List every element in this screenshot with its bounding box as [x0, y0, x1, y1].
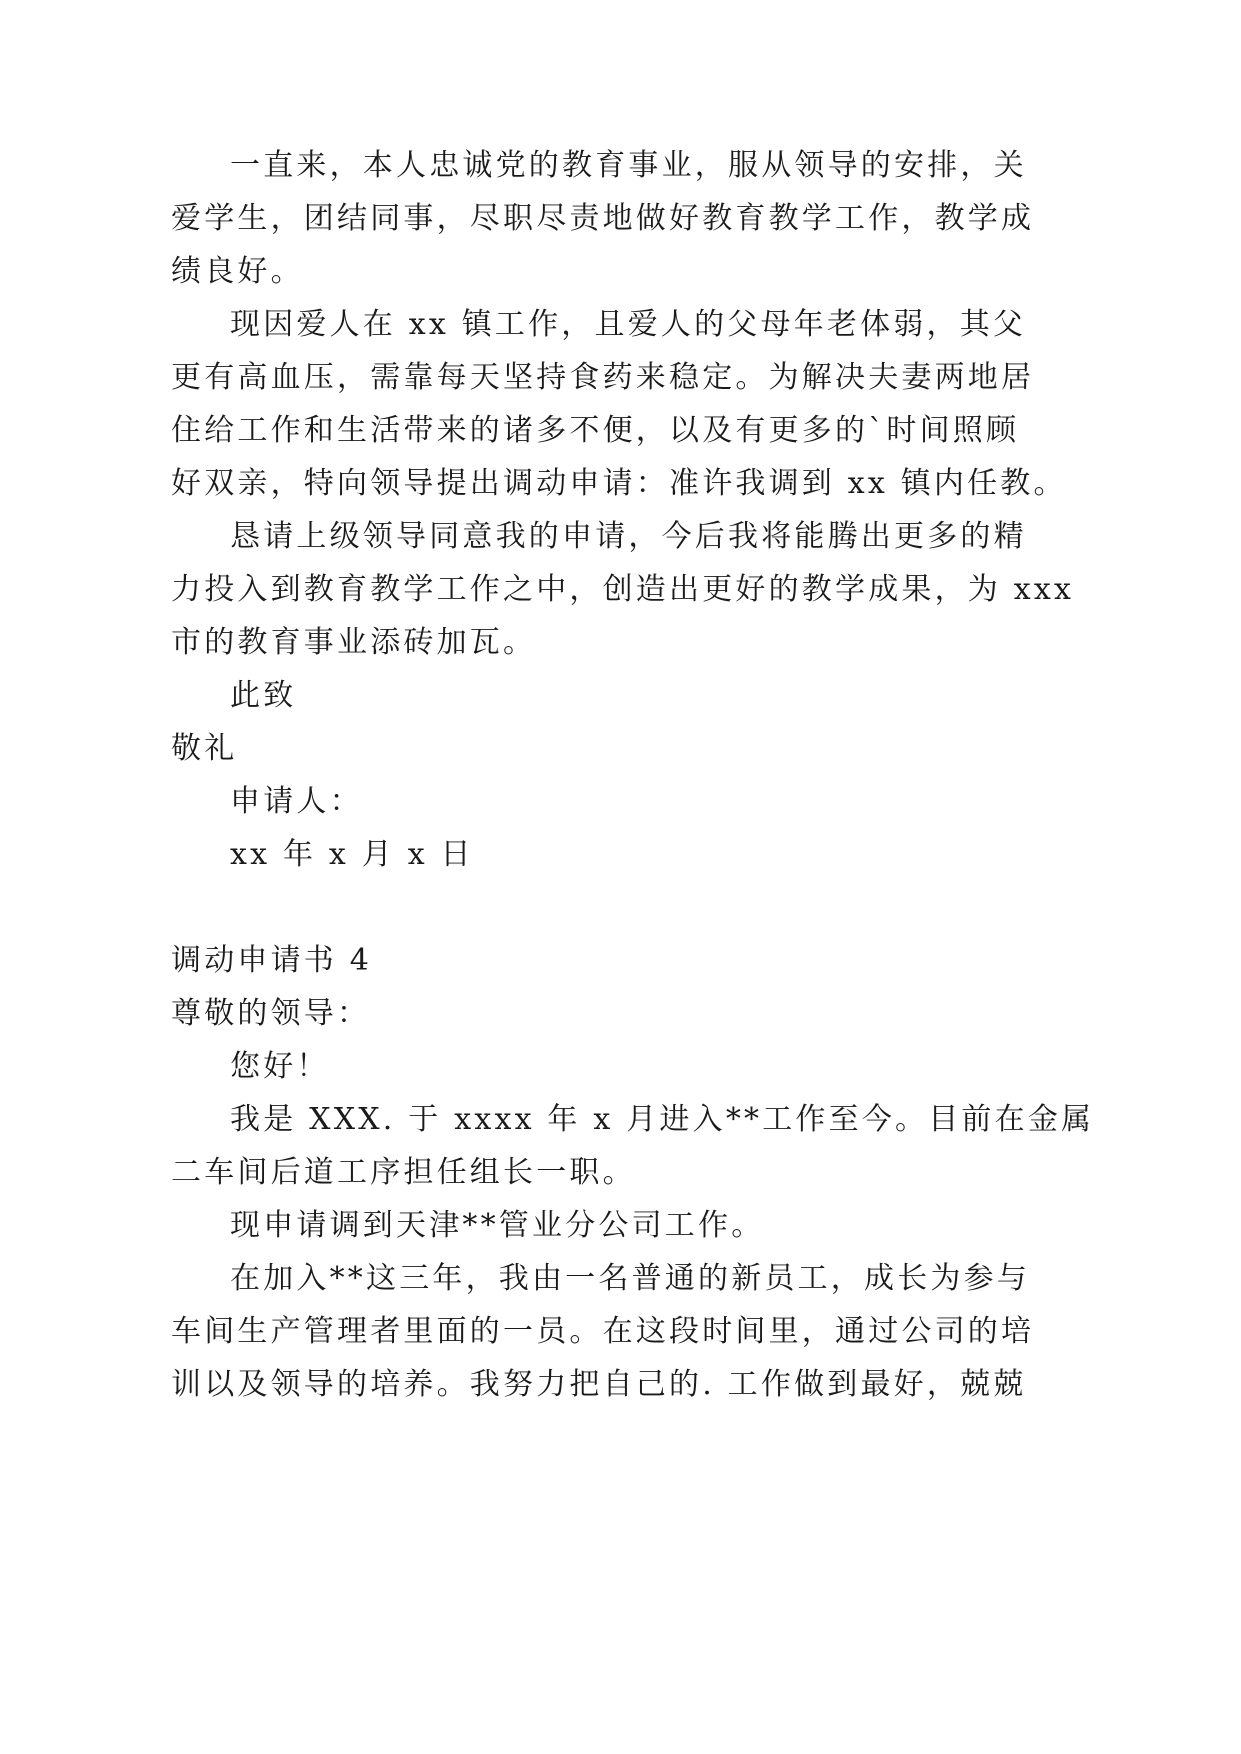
paragraph-1-line-1: 一直来，本人忠诚党的教育事业，服从领导的安排，关	[230, 148, 1027, 183]
paragraph-6-line-1: 在加入**这三年，我由一名普通的新员工，成长为参与	[230, 1261, 1030, 1296]
paragraph-3-line-2: 力投入到教育教学工作之中，创造出更好的教学成果，为 xxx	[171, 572, 1075, 607]
section-title: 调动申请书 4	[171, 943, 373, 978]
closing-cizhi: 此致	[230, 678, 297, 713]
paragraph-2-line-4: 好双亲，特向领导提出调动申请：准许我调到 xx 镇内任教。	[171, 466, 1067, 501]
paragraph-3-line-1: 恳请上级领导同意我的申请，今后我将能腾出更多的精	[230, 519, 1027, 554]
application-date: xx 年 x 月 x 日	[230, 837, 474, 872]
paragraph-1-line-2: 爱学生，团结同事，尽职尽责地做好教育教学工作，教学成	[171, 201, 1035, 236]
paragraph-4-line-1: 我是 XXX. 于 xxxx 年 x 月进入**工作至今。目前在金属	[230, 1102, 1095, 1137]
paragraph-2-line-1: 现因爱人在 xx 镇工作，且爱人的父母年老体弱，其父	[230, 307, 1027, 342]
greeting: 您好！	[230, 1049, 330, 1084]
paragraph-1-line-3: 绩良好。	[171, 254, 304, 289]
paragraph-2-line-3: 住给工作和生活带来的诸多不便，以及有更多的`时间照顾	[171, 413, 1020, 448]
closing-jingli: 敬礼	[171, 731, 238, 766]
paragraph-2-line-2: 更有高血压，需靠每天坚持食药来稳定。为解决夫妻两地居	[171, 360, 1035, 395]
paragraph-4-line-2: 二车间后道工序担任组长一职。	[171, 1155, 636, 1190]
paragraph-6-line-2: 车间生产管理者里面的一员。在这段时间里，通过公司的培	[171, 1314, 1035, 1349]
paragraph-5-line-1: 现申请调到天津**管业分公司工作。	[230, 1208, 765, 1243]
applicant-label: 申请人：	[230, 784, 363, 819]
salutation: 尊敬的领导：	[171, 996, 371, 1031]
paragraph-6-line-3: 训以及领导的培养。我努力把自己的. 工作做到最好，兢兢	[171, 1367, 1027, 1402]
paragraph-3-line-3: 市的教育事业添砖加瓦。	[171, 625, 537, 660]
